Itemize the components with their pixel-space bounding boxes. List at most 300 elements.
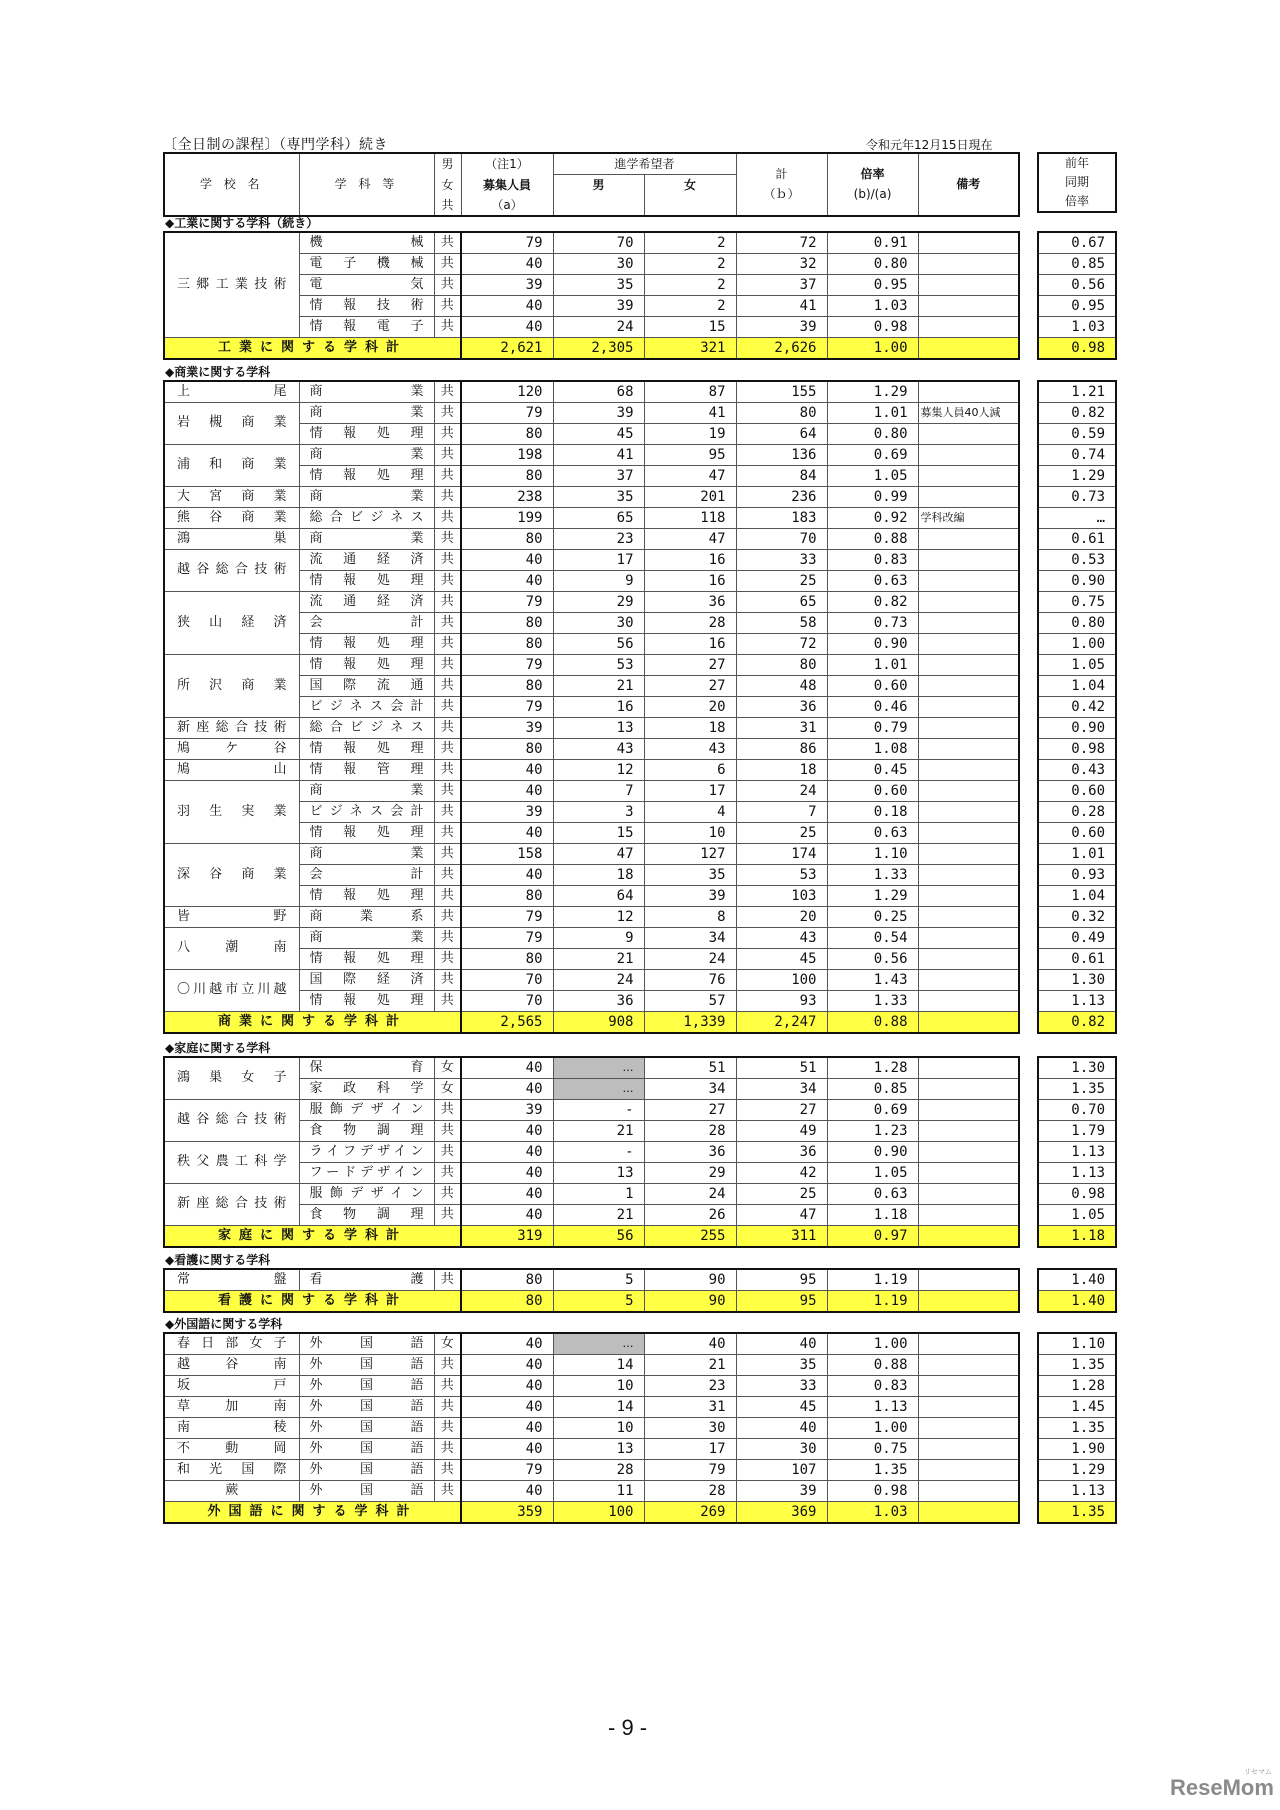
capacity-cell: 80	[461, 1269, 553, 1291]
header-prev-1: 前年	[1064, 156, 1089, 170]
dept-cell: 情報処理	[299, 948, 434, 969]
female-cell: 16	[644, 549, 736, 570]
table-row	[164, 402, 1019, 423]
female-cell: 47	[644, 528, 736, 549]
female-cell: 23	[644, 1375, 736, 1396]
male-cell: 1	[553, 1183, 644, 1204]
gender-cell: 共	[434, 275, 461, 296]
remarks-cell	[918, 675, 1019, 696]
prev-row	[1038, 633, 1116, 654]
school-name-cell: 新座総合技術	[164, 717, 299, 738]
female-cell: 20	[644, 696, 736, 717]
ratio-cell: 1.23	[827, 1120, 918, 1141]
male-cell: 37	[553, 465, 644, 486]
table-row	[164, 591, 1019, 612]
dept-cell: 商 業	[299, 402, 434, 423]
gender-cell: 共	[434, 549, 461, 570]
capacity-cell: 80	[461, 675, 553, 696]
prev-table-2	[1037, 1056, 1117, 1248]
male-cell: 10	[553, 1417, 644, 1438]
gender-cell: 共	[434, 1120, 461, 1141]
total-cell: 45	[736, 1396, 827, 1417]
prev-ratio-cell: 1.01	[1038, 843, 1116, 864]
total-cell: 80	[736, 654, 827, 675]
capacity-cell: 40	[461, 1183, 553, 1204]
table-row	[164, 1459, 1019, 1480]
total-row	[164, 1225, 1019, 1247]
school-name-cell: 常 盤	[164, 1269, 299, 1291]
capacity-cell: 80	[461, 528, 553, 549]
prev-ratio-cell: 1.40	[1038, 1269, 1116, 1291]
section-heading: ◆商業に関する学科	[165, 364, 271, 379]
prev-ratio-cell: 1.29	[1038, 1459, 1116, 1480]
remarks-cell	[918, 423, 1019, 444]
female-cell: 2	[644, 232, 736, 254]
dept-cell: 商 業	[299, 780, 434, 801]
remarks-cell	[918, 927, 1019, 948]
prev-row	[1038, 1162, 1116, 1183]
male-cell: 13	[553, 1162, 644, 1183]
remarks-cell: 募集人員40人減	[918, 402, 1019, 423]
capacity-cell: 40	[461, 1396, 553, 1417]
total-cell: 174	[736, 843, 827, 864]
male-cell: 18	[553, 864, 644, 885]
total-cell: 93	[736, 990, 827, 1011]
remarks-cell	[918, 254, 1019, 275]
header-applicants: 進学希望者	[553, 153, 736, 175]
female-cell: 76	[644, 969, 736, 990]
prev-total-row	[1038, 1501, 1116, 1523]
gender-cell: 共	[434, 1459, 461, 1480]
ratio-cell: 0.25	[827, 906, 918, 927]
total-ratio: 0.97	[827, 1225, 918, 1247]
prev-row	[1038, 948, 1116, 969]
header-total	[736, 153, 827, 216]
female-cell: 79	[644, 1459, 736, 1480]
male-cell: 53	[553, 654, 644, 675]
prev-ratio-cell: 0.80	[1038, 612, 1116, 633]
total-cell: 37	[736, 275, 827, 296]
prev-ratio-cell: 0.67	[1038, 232, 1116, 254]
total-remarks	[918, 1501, 1019, 1523]
school-name-cell: 羽生実業	[164, 780, 299, 843]
dept-cell: 情報処理	[299, 885, 434, 906]
prev-row	[1038, 381, 1116, 403]
total-cell: 33	[736, 549, 827, 570]
total-cell: 24	[736, 780, 827, 801]
male-cell: 17	[553, 549, 644, 570]
prev-row	[1038, 1459, 1116, 1480]
table-row	[164, 1480, 1019, 1501]
ratio-cell: 0.54	[827, 927, 918, 948]
capacity-cell: 70	[461, 990, 553, 1011]
gender-cell: 共	[434, 801, 461, 822]
male-cell: 21	[553, 948, 644, 969]
gender-cell: 共	[434, 885, 461, 906]
total-remarks	[918, 1290, 1019, 1312]
prev-row	[1038, 969, 1116, 990]
total-cell: 33	[736, 1375, 827, 1396]
ratio-cell: 1.00	[827, 1417, 918, 1438]
prev-ratio-cell: 0.82	[1038, 402, 1116, 423]
ratio-cell: 1.10	[827, 843, 918, 864]
remarks-cell	[918, 1417, 1019, 1438]
male-cell: 43	[553, 738, 644, 759]
remarks-cell: 学科改編	[918, 507, 1019, 528]
male-cell: …	[553, 1333, 644, 1355]
school-name-cell: 和光国際	[164, 1459, 299, 1480]
total-cell: 32	[736, 254, 827, 275]
capacity-cell: 80	[461, 948, 553, 969]
female-cell: 17	[644, 1438, 736, 1459]
capacity-cell: 40	[461, 1057, 553, 1079]
header-total-sub: （ｂ）	[763, 187, 800, 202]
table-row	[164, 444, 1019, 465]
prev-row	[1038, 696, 1116, 717]
section-heading: ◆看護に関する学科	[165, 1252, 271, 1267]
capacity-cell: 79	[461, 402, 553, 423]
ratio-cell: 0.63	[827, 822, 918, 843]
total-sum: 95	[736, 1290, 827, 1312]
dept-cell: 商業系	[299, 906, 434, 927]
dept-cell: 情報管理	[299, 759, 434, 780]
ratio-cell: 0.80	[827, 423, 918, 444]
total-cell: 86	[736, 738, 827, 759]
capacity-cell: 80	[461, 612, 553, 633]
prev-ratio-cell: 1.04	[1038, 675, 1116, 696]
gender-cell: 共	[434, 486, 461, 507]
female-cell: 57	[644, 990, 736, 1011]
female-cell: 39	[644, 885, 736, 906]
total-female: 269	[644, 1501, 736, 1523]
total-male: 56	[553, 1225, 644, 1247]
total-sum: 2,247	[736, 1011, 827, 1033]
table-row	[164, 738, 1019, 759]
male-cell: 36	[553, 990, 644, 1011]
prev-ratio-cell: 1.13	[1038, 1162, 1116, 1183]
ratio-cell: 1.05	[827, 1162, 918, 1183]
prev-row	[1038, 570, 1116, 591]
ratio-cell: 1.33	[827, 864, 918, 885]
ratio-cell: 0.83	[827, 549, 918, 570]
prev-row	[1038, 1269, 1116, 1291]
capacity-cell: 40	[461, 1141, 553, 1162]
total-capacity: 319	[461, 1225, 553, 1247]
male-cell: …	[553, 1078, 644, 1099]
section-table-3	[163, 1268, 1020, 1313]
capacity-cell: 79	[461, 232, 553, 254]
female-cell: 24	[644, 1183, 736, 1204]
gender-cell: 共	[434, 675, 461, 696]
ratio-cell: 0.56	[827, 948, 918, 969]
remarks-cell	[918, 1162, 1019, 1183]
gender-cell: 共	[434, 927, 461, 948]
gender-cell: 共	[434, 570, 461, 591]
prev-row	[1038, 612, 1116, 633]
total-cell: 20	[736, 906, 827, 927]
ratio-cell: 0.60	[827, 780, 918, 801]
gender-cell: 女	[434, 1078, 461, 1099]
female-cell: 118	[644, 507, 736, 528]
prev-row	[1038, 232, 1116, 254]
prev-row	[1038, 591, 1116, 612]
remarks-cell	[918, 948, 1019, 969]
female-cell: 201	[644, 486, 736, 507]
table-row	[164, 381, 1019, 403]
capacity-cell: 158	[461, 843, 553, 864]
remarks-cell	[918, 232, 1019, 254]
dept-cell: 商 業	[299, 381, 434, 403]
prev-row	[1038, 927, 1116, 948]
gender-cell: 共	[434, 1354, 461, 1375]
total-cell: 40	[736, 1333, 827, 1355]
school-name-cell: 春日部女子	[164, 1333, 299, 1355]
table-row	[164, 1375, 1019, 1396]
male-cell: -	[553, 1099, 644, 1120]
page-number: - 9 -	[608, 1715, 648, 1740]
section-heading: ◆家庭に関する学科	[165, 1040, 271, 1055]
capacity-cell: 40	[461, 1438, 553, 1459]
remarks-cell	[918, 1204, 1019, 1225]
prev-ratio-cell: 0.85	[1038, 254, 1116, 275]
section-heading: ◆外国語に関する学科	[165, 1316, 283, 1331]
female-cell: 21	[644, 1354, 736, 1375]
male-cell: 23	[553, 528, 644, 549]
male-cell: 47	[553, 843, 644, 864]
female-cell: 87	[644, 381, 736, 403]
total-row	[164, 338, 1019, 360]
school-name-cell: 越谷南	[164, 1354, 299, 1375]
section-table-2	[163, 1056, 1020, 1248]
total-cell: 103	[736, 885, 827, 906]
remarks-cell	[918, 696, 1019, 717]
gender-cell: 共	[434, 528, 461, 549]
header-capacity: 募集人員	[461, 175, 553, 195]
prev-ratio-cell: 0.95	[1038, 296, 1116, 317]
male-cell: 12	[553, 906, 644, 927]
male-cell: 29	[553, 591, 644, 612]
capacity-cell: 40	[461, 1078, 553, 1099]
male-cell: 70	[553, 232, 644, 254]
school-name-cell: 所沢商業	[164, 654, 299, 717]
capacity-cell: 39	[461, 717, 553, 738]
prev-row	[1038, 423, 1116, 444]
prev-ratio-cell: 0.43	[1038, 759, 1116, 780]
total-sum: 2,626	[736, 338, 827, 360]
female-cell: 41	[644, 402, 736, 423]
female-cell: 35	[644, 864, 736, 885]
dept-cell: 外国語	[299, 1354, 434, 1375]
dept-cell: 商 業	[299, 486, 434, 507]
prev-ratio-cell: 1.45	[1038, 1396, 1116, 1417]
female-cell: 36	[644, 591, 736, 612]
female-cell: 47	[644, 465, 736, 486]
table-row	[164, 1183, 1019, 1204]
prev-row	[1038, 885, 1116, 906]
dept-cell: 情報電子	[299, 317, 434, 338]
dept-cell: 総合ビジネス	[299, 507, 434, 528]
ratio-cell: 1.03	[827, 296, 918, 317]
gender-cell: 共	[434, 1417, 461, 1438]
dept-cell: ビジネス会計	[299, 801, 434, 822]
header-ratio	[827, 153, 918, 216]
school-name-cell: 上 尾	[164, 381, 299, 403]
section-table-0	[163, 231, 1020, 360]
prev-ratio-cell: 1.04	[1038, 885, 1116, 906]
header-capacity-note: （注1）	[461, 153, 553, 175]
total-female: 255	[644, 1225, 736, 1247]
total-female: 1,339	[644, 1011, 736, 1033]
capacity-cell: 80	[461, 633, 553, 654]
prev-ratio-cell: …	[1038, 507, 1116, 528]
page-title: 〔全日制の課程〕（専門学科）続き	[163, 137, 388, 153]
dept-cell: 情報処理	[299, 465, 434, 486]
remarks-cell	[918, 549, 1019, 570]
ratio-cell: 0.98	[827, 317, 918, 338]
total-cell: 155	[736, 381, 827, 403]
total-cell: 39	[736, 317, 827, 338]
table-row	[164, 1269, 1019, 1291]
male-cell: 16	[553, 696, 644, 717]
prev-row	[1038, 254, 1116, 275]
prev-row	[1038, 507, 1116, 528]
prev-total-ratio: 1.18	[1038, 1225, 1116, 1247]
prev-ratio-cell: 1.05	[1038, 1204, 1116, 1225]
total-male: 908	[553, 1011, 644, 1033]
total-capacity: 359	[461, 1501, 553, 1523]
male-cell: 9	[553, 927, 644, 948]
dept-cell: 看 護	[299, 1269, 434, 1291]
remarks-cell	[918, 822, 1019, 843]
ratio-cell: 0.63	[827, 1183, 918, 1204]
total-female: 90	[644, 1290, 736, 1312]
remarks-cell	[918, 1438, 1019, 1459]
female-cell: 36	[644, 1141, 736, 1162]
total-female: 321	[644, 338, 736, 360]
school-name-cell: 越谷総合技術	[164, 549, 299, 591]
school-name-cell: 坂 戸	[164, 1375, 299, 1396]
total-ratio: 1.03	[827, 1501, 918, 1523]
prev-ratio-cell: 0.73	[1038, 486, 1116, 507]
prev-row	[1038, 906, 1116, 927]
total-cell: 136	[736, 444, 827, 465]
prev-row	[1038, 1354, 1116, 1375]
total-remarks	[918, 1225, 1019, 1247]
section-table-1	[163, 380, 1020, 1034]
female-cell: 95	[644, 444, 736, 465]
capacity-cell: 40	[461, 1204, 553, 1225]
capacity-cell: 199	[461, 507, 553, 528]
dept-cell: 服飾デザイン	[299, 1099, 434, 1120]
female-cell: 27	[644, 1099, 736, 1120]
remarks-cell	[918, 296, 1019, 317]
capacity-cell: 80	[461, 885, 553, 906]
school-name-cell: 新座総合技術	[164, 1183, 299, 1225]
remarks-cell	[918, 738, 1019, 759]
prev-ratio-cell: 1.00	[1038, 633, 1116, 654]
male-cell: 21	[553, 1120, 644, 1141]
ratio-cell: 1.43	[827, 969, 918, 990]
capacity-cell: 79	[461, 591, 553, 612]
ratio-cell: 1.00	[827, 1333, 918, 1355]
capacity-cell: 40	[461, 822, 553, 843]
dept-cell: 国際流通	[299, 675, 434, 696]
capacity-cell: 40	[461, 1354, 553, 1375]
gender-cell: 共	[434, 1438, 461, 1459]
gender-cell: 共	[434, 780, 461, 801]
dept-cell: 情報技術	[299, 296, 434, 317]
remarks-cell	[918, 1057, 1019, 1079]
remarks-cell	[918, 780, 1019, 801]
prev-ratio-cell: 0.60	[1038, 822, 1116, 843]
prev-row	[1038, 317, 1116, 338]
header-prev-table	[1037, 152, 1117, 213]
male-cell: 10	[553, 1375, 644, 1396]
prev-ratio-cell: 0.60	[1038, 780, 1116, 801]
remarks-cell	[918, 843, 1019, 864]
table-row	[164, 1141, 1019, 1162]
female-cell: 51	[644, 1057, 736, 1079]
dept-cell: 電子機械	[299, 254, 434, 275]
prev-ratio-cell: 1.05	[1038, 654, 1116, 675]
capacity-cell: 40	[461, 864, 553, 885]
total-male: 5	[553, 1290, 644, 1312]
prev-ratio-cell: 0.56	[1038, 275, 1116, 296]
header-remarks: 備考	[918, 153, 1019, 216]
ratio-cell: 1.18	[827, 1204, 918, 1225]
remarks-cell	[918, 906, 1019, 927]
prev-row	[1038, 675, 1116, 696]
gender-cell: 共	[434, 717, 461, 738]
gender-cell: 共	[434, 444, 461, 465]
prev-ratio-cell: 0.98	[1038, 738, 1116, 759]
ratio-cell: 1.08	[827, 738, 918, 759]
watermark-sub: リセマム	[1243, 1769, 1272, 1776]
prev-row	[1038, 1141, 1116, 1162]
gender-cell: 共	[434, 1099, 461, 1120]
school-name-cell: 熊谷商業	[164, 507, 299, 528]
prev-total-row	[1038, 1290, 1116, 1312]
ratio-cell: 1.29	[827, 885, 918, 906]
prev-table-4	[1037, 1332, 1117, 1524]
female-cell: 4	[644, 801, 736, 822]
total-capacity: 2,621	[461, 338, 553, 360]
gender-cell: 共	[434, 423, 461, 444]
prev-ratio-cell: 0.98	[1038, 1183, 1116, 1204]
gender-cell: 共	[434, 1480, 461, 1501]
capacity-cell: 40	[461, 780, 553, 801]
total-cell: 36	[736, 696, 827, 717]
male-cell: 56	[553, 633, 644, 654]
capacity-cell: 40	[461, 1162, 553, 1183]
male-cell: 5	[553, 1269, 644, 1291]
gender-cell: 女	[434, 1057, 461, 1079]
dept-cell: 流通経済	[299, 591, 434, 612]
male-cell: 24	[553, 317, 644, 338]
capacity-cell: 40	[461, 317, 553, 338]
gender-cell: 共	[434, 296, 461, 317]
remarks-cell	[918, 1459, 1019, 1480]
prev-row	[1038, 864, 1116, 885]
prev-ratio-cell: 0.59	[1038, 423, 1116, 444]
prev-row	[1038, 801, 1116, 822]
female-cell: 17	[644, 780, 736, 801]
gender-cell: 共	[434, 633, 461, 654]
total-cell: 107	[736, 1459, 827, 1480]
ratio-cell: 1.29	[827, 381, 918, 403]
dept-cell: 外国語	[299, 1438, 434, 1459]
header-male: 男	[553, 175, 644, 216]
